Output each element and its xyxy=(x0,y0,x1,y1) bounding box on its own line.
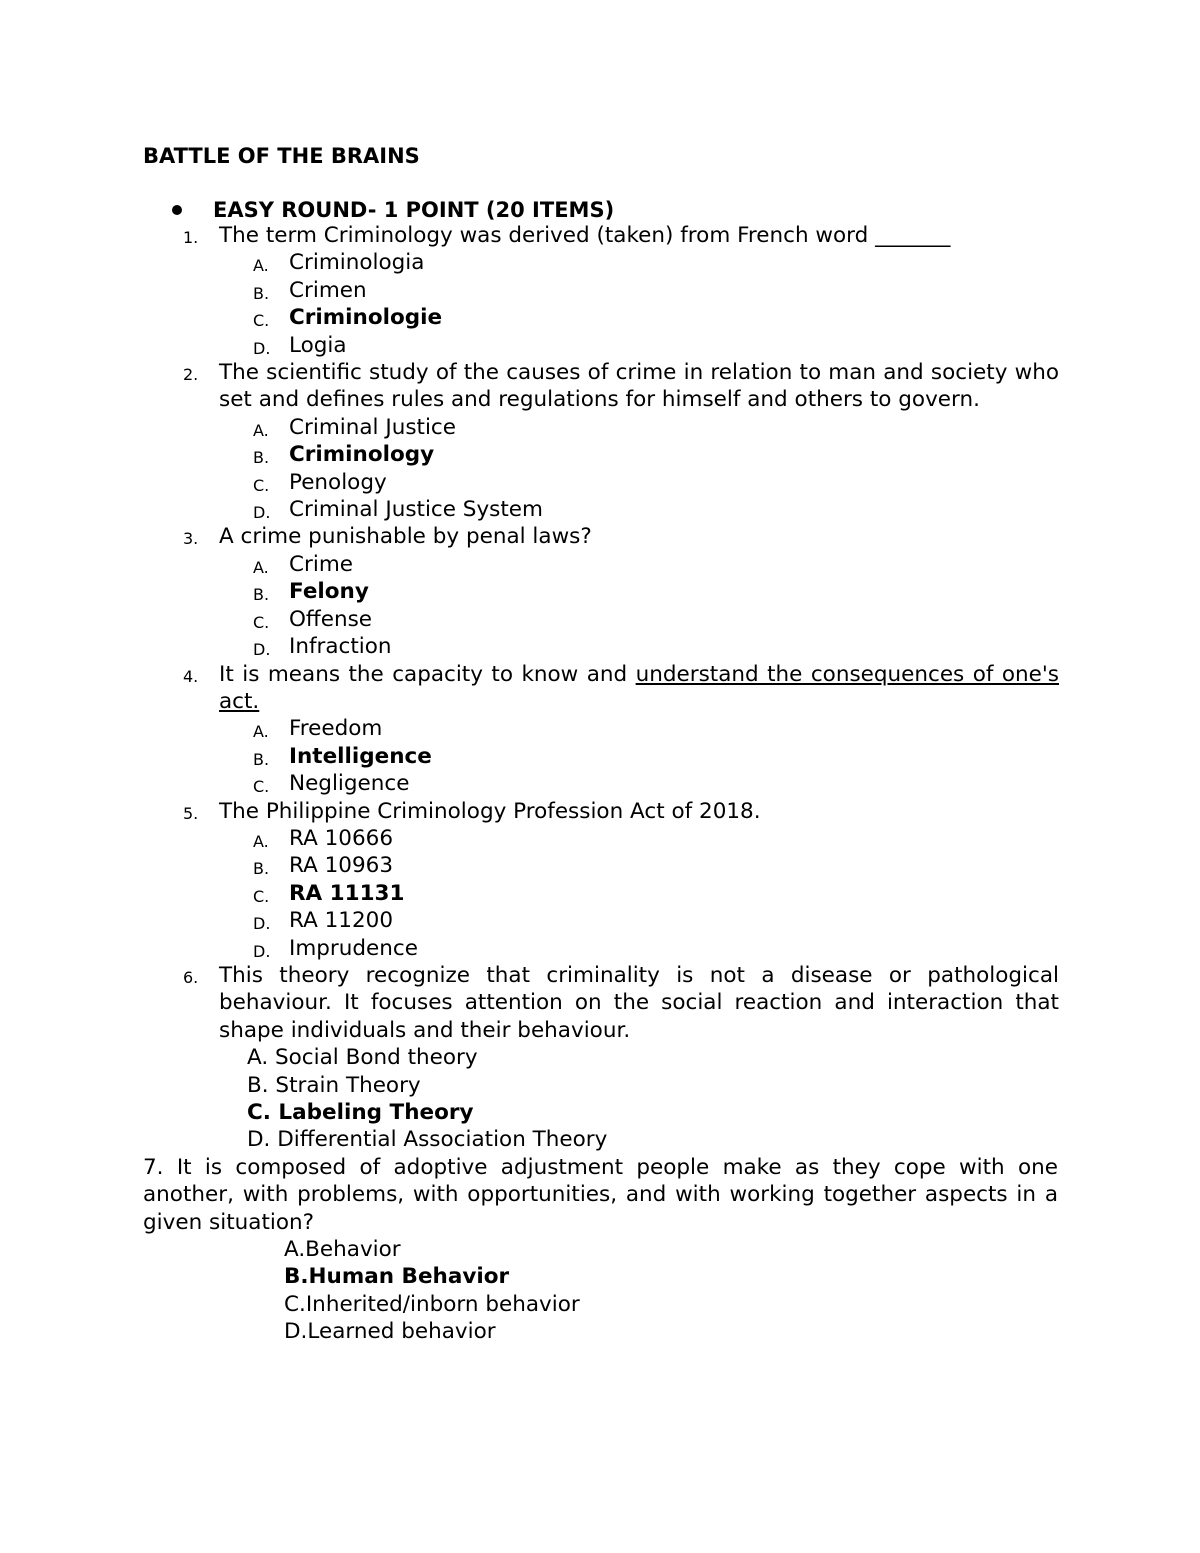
option: D.Learned behavior xyxy=(284,1319,496,1345)
question-7: 7. It is composed of adoptive adjustment people make as they cope with one another, with problems, with opportunities, and with working together aspects in a given situation? xyxy=(143,1154,1058,1235)
question-text-underlined: understand the consequences of one's act. xyxy=(219,661,1059,714)
option: B. RA 10963 xyxy=(253,853,394,879)
option: A. RA 10666 xyxy=(253,825,394,851)
option-answer: C. RA 11131 xyxy=(253,880,405,906)
option-answer: B. Felony xyxy=(253,579,369,605)
question-5 xyxy=(183,798,1059,825)
question-4 xyxy=(183,661,1059,716)
question-text: This theory recognize that criminality is not a disease or pathological behaviour. It focuses attention on the social reaction and interaction that shape individuals and their behaviour. xyxy=(219,962,1059,1043)
question-number: 5. xyxy=(183,803,199,823)
question-text: The scientific study of the causes of crime in relation to man and society who set and defines rules and regulations for himself and others to govern. xyxy=(219,360,1059,413)
question-text: The term Criminology was derived (taken) from French word _______ xyxy=(219,223,951,248)
question-number: 3. xyxy=(183,529,199,549)
option: C.Inherited/inborn behavior xyxy=(284,1291,580,1317)
option: C. Offense xyxy=(253,606,373,632)
option-answer: C. Criminologie xyxy=(253,305,443,331)
question-text: It is means the capacity to know and xyxy=(219,661,636,687)
option: D. Logia xyxy=(253,332,347,358)
option: A. Freedom xyxy=(253,716,383,742)
option: C. Penology xyxy=(253,469,387,495)
question-6 xyxy=(183,962,1059,1044)
question-number: 2. xyxy=(183,365,199,385)
option-answer: B. Criminology xyxy=(253,442,435,468)
round-label: EASY ROUND- 1 POINT (20 ITEMS) xyxy=(213,198,615,222)
option: D. Differential Association Theory xyxy=(247,1127,608,1153)
option: D. Criminal Justice System xyxy=(253,497,543,523)
question-text: A crime punishable by penal laws? xyxy=(219,524,592,550)
option: B. Crimen xyxy=(253,277,367,303)
document-title: BATTLE OF THE BRAINS xyxy=(143,144,420,168)
question-2 xyxy=(183,359,1059,414)
option: A. Criminal Justice xyxy=(253,414,456,440)
bullet-icon xyxy=(172,205,182,215)
option: D. Infraction xyxy=(253,634,392,660)
option: A. Criminologia xyxy=(253,250,425,276)
option: A. Crime xyxy=(253,551,353,577)
option: D. RA 11200 xyxy=(253,908,394,934)
question-3 xyxy=(183,523,1059,550)
option-answer: B.Human Behavior xyxy=(284,1264,510,1290)
option-answer: B. Intelligence xyxy=(253,743,432,769)
option: B. Strain Theory xyxy=(247,1072,421,1098)
question-number: 6. xyxy=(183,967,199,987)
option: A.Behavior xyxy=(284,1237,401,1263)
question-1 xyxy=(183,222,1059,249)
question-number: 1. xyxy=(183,228,199,247)
option-answer: C. Labeling Theory xyxy=(247,1100,474,1125)
option: D. Imprudence xyxy=(253,935,418,961)
question-list xyxy=(0,222,1200,1346)
question-number: 4. xyxy=(183,666,199,686)
option: C. Negligence xyxy=(253,771,410,797)
option: A. Social Bond theory xyxy=(247,1045,478,1071)
question-text: The Philippine Criminology Profession Act of 2018. xyxy=(219,798,761,824)
